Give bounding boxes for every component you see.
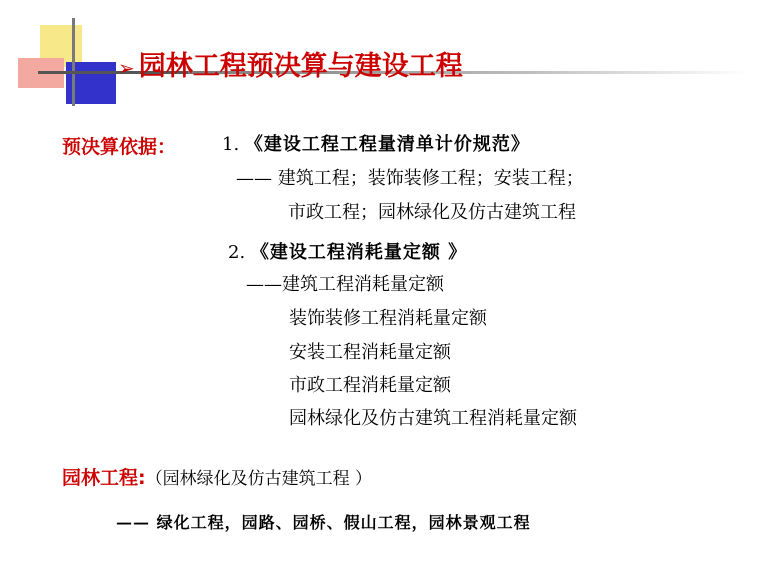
item1-subline-1: —— 建筑工程；装饰装修工程；安装工程；: [236, 168, 584, 189]
item1-heading: [222, 130, 530, 156]
basis-label: 预决算依据：: [62, 136, 177, 158]
item2-line-2: 装饰装修工程消耗量定额: [289, 308, 487, 329]
item2-title: 《建设工程消耗量定额 》: [250, 242, 468, 263]
item2-line-3: 安装工程消耗量定额: [289, 342, 451, 363]
item1-subline-2: 市政工程；园林绿化及仿古建筑工程: [288, 202, 576, 223]
decor-vertical-line: [72, 18, 75, 106]
item2-number: 2.: [228, 242, 246, 263]
landscape-items: —— 绿化工程，园路、园桥、假山工程，园林景观工程: [116, 513, 531, 532]
landscape-heading: [62, 463, 372, 490]
item1-number: 1.: [222, 134, 240, 155]
item2-heading: [228, 238, 467, 264]
landscape-label: 园林工程:: [62, 467, 146, 489]
item2-line-5: 园林绿化及仿古建筑工程消耗量定额: [289, 408, 577, 429]
landscape-paren: （园林绿化及仿古建筑工程 ）: [145, 469, 373, 489]
item2-line-4: 市政工程消耗量定额: [289, 375, 451, 396]
slide-title: [118, 44, 463, 83]
title-text: 园林工程预决算与建设工程: [138, 51, 463, 82]
item2-line-1: ——建筑工程消耗量定额: [246, 274, 444, 295]
item1-title: 《建设工程工程量清单计价规范》: [244, 134, 530, 155]
title-arrow-icon: ➢: [118, 56, 135, 80]
